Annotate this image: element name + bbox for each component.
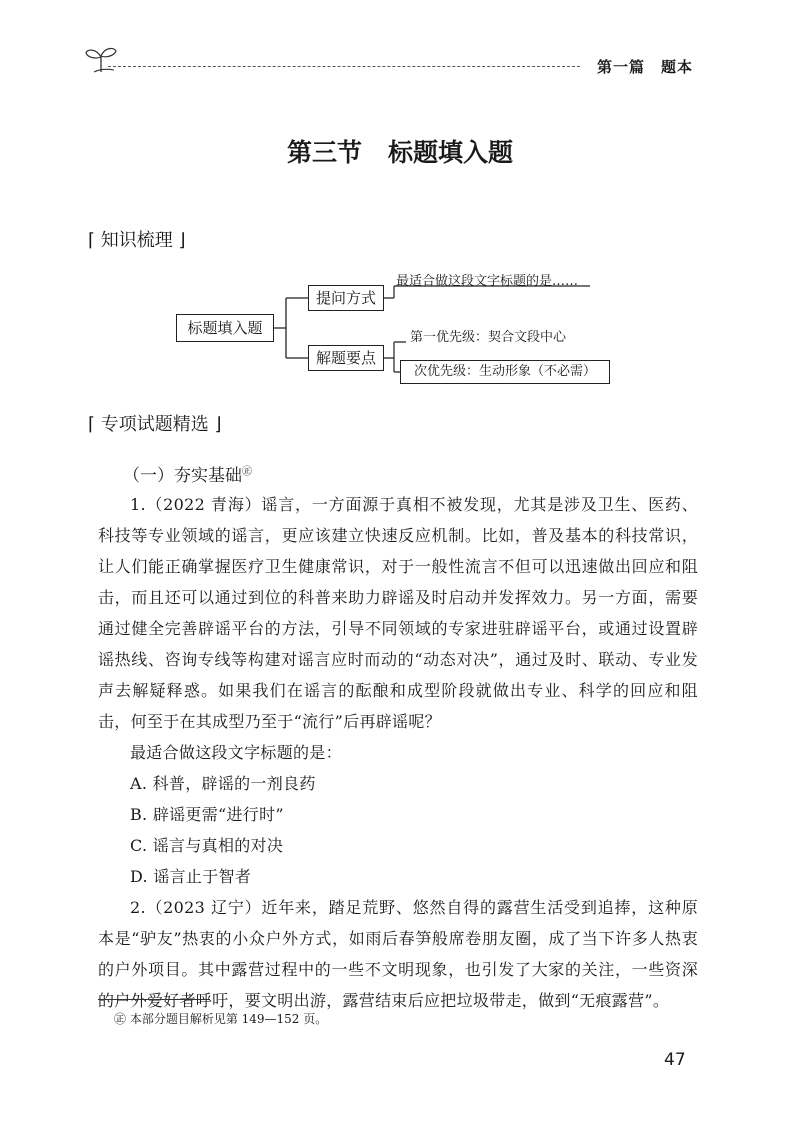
footnote: ㊣ 本部分题目解析见第 149—152 页。 bbox=[114, 1012, 328, 1026]
question-2-paragraph: 2.（2023 辽宁）近年来，踏足荒野、悠然自得的露营生活受到追捧，这种原本是“驴友”热衷的小众户外方式，如雨后春笋般席卷朋友圈，成了当下许多人热衷的户外项目。其中露营过程中的一些不文明现象，也引发了大家的关注，一些资深的户外爱好者呼吁，要文明出游，露营结束后应把垃圾带走，做到“无痕露营”。 bbox=[98, 898, 698, 1010]
header-divider bbox=[108, 66, 580, 67]
option-b: B. 辟谣更需“进行时” bbox=[130, 805, 284, 824]
mind-map-leaf-boxed: 次优先级：生动形象（不必需） bbox=[400, 360, 610, 384]
subsection-heading bbox=[123, 461, 252, 486]
mind-map-branch-tips: 解题要点 bbox=[308, 345, 384, 371]
mind-map-root: 标题填入题 bbox=[176, 314, 274, 342]
option-a: A. 科普，辟谣的一剂良药 bbox=[130, 774, 316, 793]
mind-map-branch-question: 提问方式 bbox=[308, 285, 384, 311]
section-name: 标题填入题 bbox=[388, 138, 514, 167]
question-1 bbox=[98, 489, 698, 1016]
page-title bbox=[0, 133, 800, 169]
subsection-label: （一）夯实基础 bbox=[123, 466, 242, 486]
footnote-mark: ㊣ bbox=[242, 466, 252, 478]
question-prompt: 最适合做这段文字标题的是： bbox=[130, 743, 342, 762]
mind-map-leaf: 第一优先级：契合文段中心 bbox=[410, 330, 567, 345]
practice-heading: ⌈ 专项试题精选 ⌋ bbox=[88, 414, 222, 435]
section-number: 第三节 bbox=[286, 138, 362, 167]
sprout-icon bbox=[84, 44, 118, 74]
question-paragraph: 1.（2022 青海）谣言，一方面源于真相不被发现，尤其是涉及卫生、医药、科技等专业领域的谣言，更应该建立快速反应机制。比如，普及基本的科技常识，让人们能正确掌握医疗卫生健康常识，对于一般性流言不但可以迅速做出回应和阻击，而且还可以通过到位的科普来助力辟谣及时启动并发挥效力。另一方面，需要通过健全完善辟谣平台的方法，引导不同领域的专家进驻辟谣平台，或通过设置辟谣热线、咨询专线等构建对谣言应时而动的“动态对决”，通过及时、联动、专业发声去解疑释惑。如果我们在谣言的酝酿和成型阶段就做出专业、科学的回应和阻击，何至于在其成型乃至于“流行”后再辟谣呢？ bbox=[98, 495, 698, 731]
running-header: 第一篇 题本 bbox=[597, 58, 694, 76]
option-c: C. 谣言与真相的对决 bbox=[130, 836, 284, 855]
mind-map bbox=[170, 276, 630, 386]
page-number: 47 bbox=[664, 1050, 686, 1070]
practice-heading-label: 专项试题精选 bbox=[100, 414, 209, 435]
option-d: D. 谣言止于智者 bbox=[130, 867, 252, 886]
knowledge-heading: ⌈ 知识梳理 ⌋ bbox=[88, 230, 186, 251]
knowledge-heading-label: 知识梳理 bbox=[100, 230, 173, 251]
mind-map-leaf: 最适合做这段文字标题的是…… bbox=[396, 274, 579, 289]
footnote-divider bbox=[98, 999, 210, 1000]
